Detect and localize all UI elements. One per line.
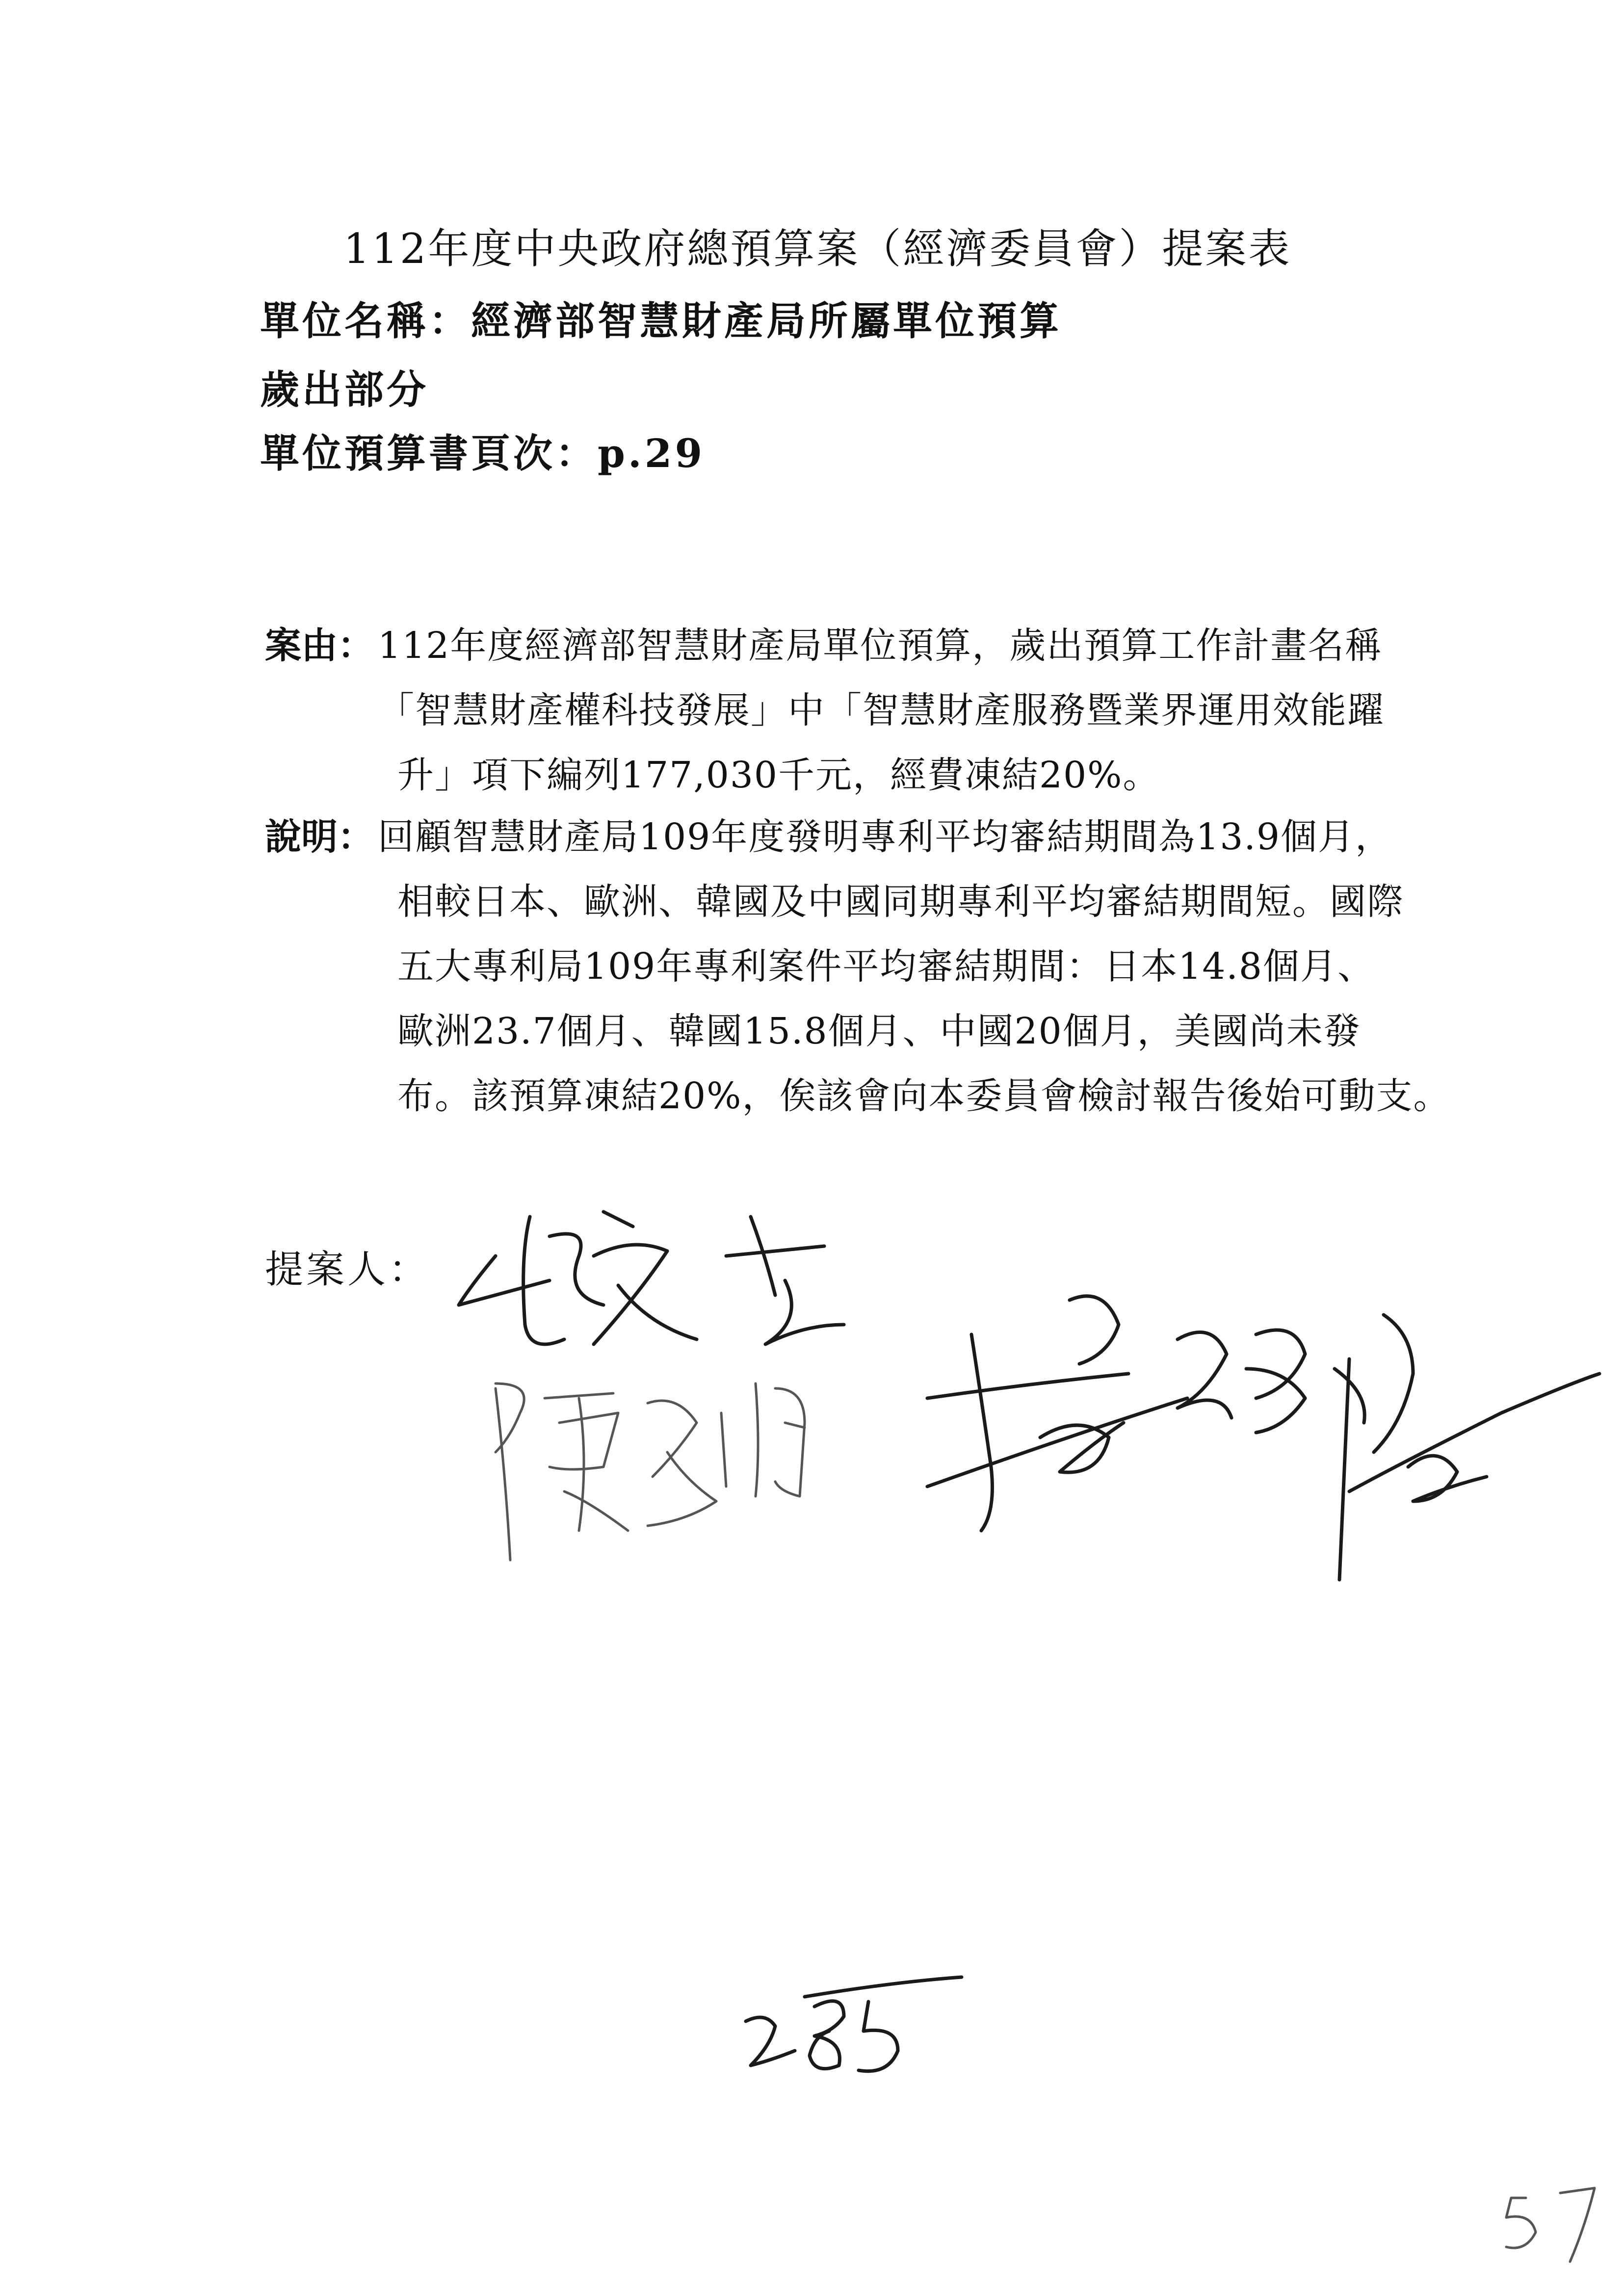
reason-label: 案由： <box>265 625 374 667</box>
handwritten-corner-number <box>1506 2188 1595 2262</box>
reason-line: 112年度經濟部智慧財產局單位預算，歲出預算工作計畫名稱 <box>378 625 1383 667</box>
explanation-line: 布。該預算凍結20%，俟該會向本委員會檢討報告後始可動支。 <box>397 1075 1451 1117</box>
signature-kong-wen-ji <box>459 1212 844 1344</box>
reason-line: 升」項下編列177,030千元，經費凍結20%。 <box>397 754 1160 796</box>
explanation-line: 五大專利局109年專利案件平均審結期間：日本14.8個月、 <box>397 945 1375 988</box>
reason-line: 「智慧財產權科技發展」中「智慧財產服務暨業界運用效能躍 <box>378 689 1385 731</box>
signature-chen-chao-ming <box>496 1383 805 1560</box>
explanation-line: 歐洲23.7個月、韓國15.8個月、中國20個月，美國尚未發 <box>397 1010 1361 1052</box>
budget-section: 歲出部分 <box>260 366 429 413</box>
explanation-line: 回顧智慧財產局109年度發明專利平均審結期間為13.9個月， <box>378 816 1393 858</box>
signature-yang-chiung-ying <box>927 1296 1599 1580</box>
budget-page-reference: 單位預算書頁次：p.29 <box>260 430 706 476</box>
reason-body <box>378 613 1423 808</box>
proposer-label: 提案人： <box>265 1248 430 1292</box>
explanation-label: 說明： <box>265 816 374 858</box>
explanation-body <box>378 805 1451 1128</box>
explanation-line: 相較日本、歐洲、韓國及中國同期專利平均審結期間短。國際 <box>397 881 1404 923</box>
handwritten-page-number <box>746 1977 962 2071</box>
unit-name: 單位名稱：經濟部智慧財產局所屬單位預算 <box>260 298 1062 344</box>
document-title: 112年度中央政府總預算案（經濟委員會）提案表 <box>343 225 1292 273</box>
